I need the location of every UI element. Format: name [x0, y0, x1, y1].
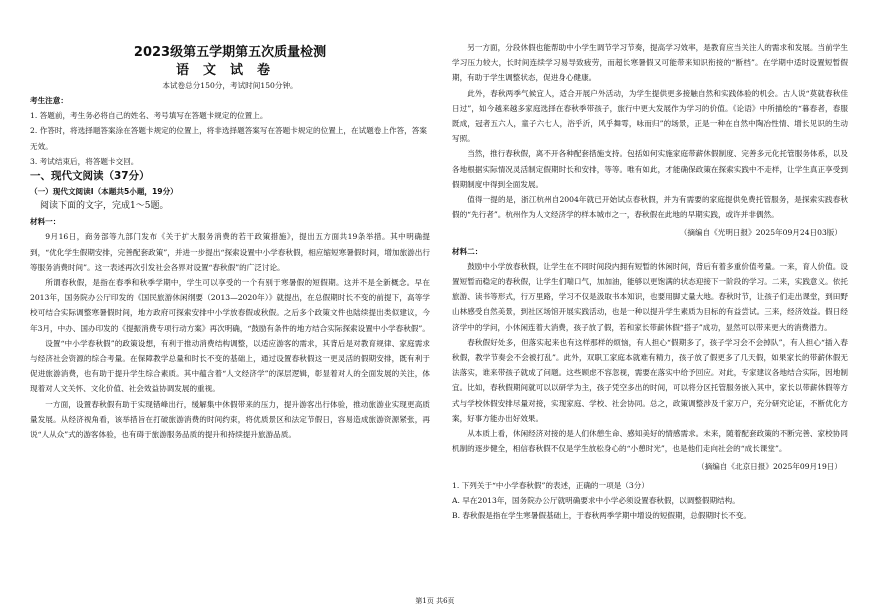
note-item: 1. 答题前，考生务必将自己的姓名、考号填写在答题卡规定的位置上。 [30, 111, 268, 121]
paragraph: 鼓励中小学放春秋假，让学生在不同时间段内拥有短暂的休闲时间，背后有着多重价值考量。一来，育人价值。设置短暂而稳定的春秋假，让学生们喘口气，加加油，能够以更饱满的状态迎接下一阶段的学习。二来，实践意义。依托旅游、读书等形式，行万里路，学习不仅是汲取书本知识，也要用脚丈量大地。春秋时节，让孩子们走出课堂，到田野山林感受自然美景，到社区场馆开展实践活动，也是一种以提升学生素质为目标的有益尝试。三来，经济效益。假日经济学中的学问，小休闲连着大消费，孩子放了假，若和家长带薪休假“搭子”成功，显然可以带来更大的消费潜力。 [452, 261, 848, 332]
note-item: 2. 作答时，将选择题答案涂在答题卡规定的位置上，将非选择题答案写在答题卡规定的位置上，在试题卷上作答，答案无效。 [30, 126, 427, 151]
source-citation: （摘编自《光明日报》2025年09月24日03版） [679, 228, 842, 238]
paragraph: 此外，春秋两季气候宜人，适合开展户外活动，为学生提供更多接触自然和实践体验的机会。古人说“莫就春秋佳日过”，如今越来越多家庭选择在春秋季带孩子，旅行中更大发展作为学习的价值。《论语》中所描绘的“暮春者，春服既成，冠者五六人，童子六七人，浴乎沂，风乎舞雩，咏而归”的场景，正是一种在自然中陶冶性情、增长见识的生动写照。 [452, 88, 848, 144]
paragraph: 值得一提的是，浙江杭州自2004年就已开始试点春秋假，并为有需要的家庭提供免费托管服务，是探索实践春秋假的“先行者”。杭州作为人文经济学的样本城市之一，春秋假在此地的早期实践，或许并非偶然。 [452, 195, 848, 220]
left-column [30, 40, 430, 442]
question-option: A. 早在2013年，国务院办公厅就明确要求中小学必须设置春秋假，以调整假期结构。 [452, 495, 740, 505]
page-footer: 第1页 共6页 [415, 597, 455, 605]
material-label: 材料一： [30, 217, 61, 227]
source-citation: （摘编自《北京日报》2025年09月19日） [697, 462, 842, 472]
exam-title: 2023级第五学期第五次质量检测 [133, 45, 327, 60]
paragraph: 从本质上看，休闲经济对接的是人们休憩生命、感知美好的情感需求。未来，随着配套政策的不断完善、家校协同机制的逐步健全，相信春秋假不仅是学生放松身心的“小憩时光”，也是他们走向社会的“成长课堂”。 [452, 429, 848, 454]
paragraph: 当然，推行春秋假，离不开各种配套措施支持。包括如何实施家庭带薪休假制度、完善多元化托管服务体系，以及各地根据实际情况灵活制定假期时长和安排，等等。唯有如此，才能确保政策在探索实践中不走样，让学生真正享受到假期制度中得到全面发展。 [452, 149, 848, 189]
section-heading: 一、现代文阅读（37分） [30, 170, 150, 183]
note-item: 3. 考试结束后，将答题卡交回。 [30, 156, 139, 166]
paragraph: 9月16日，商务部等九部门发布《关于扩大服务消费的若干政策措施》，提出五方面共19条举措。其中明确提到，“优化学生假期安排，完善配套政策”，并进一步提出“探索设置中小学春秋假，相应缩短寒暑假时间，增加旅游出行等服务消费时间”。这一表述再次引发社会各界对设置“春秋假”的广泛讨论。 [30, 232, 430, 272]
question-option: B. 春秋假是指在学生寒暑假基础上，于春秋两季学期中增设的短假期，总假期时长不变。 [452, 511, 751, 521]
material-label: 材料二： [452, 246, 483, 256]
exam-subtitle: 语文试卷 [175, 63, 284, 78]
right-column [452, 40, 848, 523]
notes-heading: 考生注意： [30, 96, 68, 105]
reading-instruction: 阅读下面的文字，完成1～5题。 [40, 201, 169, 212]
score-line: 本试卷总分150分，考试时间150分钟。 [162, 81, 298, 90]
paragraph: 一方面，设置春秋假有助于实现错峰出行，缓解集中休假带来的压力，提升游客出行体验，推动旅游业实现更高质量发展。从经济视角看，该举措旨在打破旅游消费的时间约束，将优质景区和法定节假日，容易造成旅游资源紧张，再说“人从众”式的游客体验，也有碍于旅游服务品质的提升和持续提升旅游品质。 [30, 399, 430, 440]
paragraph: 另一方面，分段休假也能帮助中小学生调节学习节奏，提高学习效率，是教育应当关注人的需求和发展。当前学生学习压力较大，长时间连续学习易导致疲劳，而超长寒暑假又可能带来知识衔接的“断档”。在学期中适时设置短暂假期，有助于学生调整状态，促进身心健康。 [452, 43, 848, 83]
paragraph: 春秋假好处多，但落实起来也有这样那样的烦恼，有人担心“假期多了，孩子学习会不会掉队”，有人担心“插入春秋假，教学节奏会不会被打乱”。此外，双职工家庭本就难有精力，孩子放了假更多了几天假，如果家长的带薪休假无法落实，谁来带孩子就成了问题。这些顾虑不容忽视，需要在落实中给予回应。对此，专家建议各地结合实际，因地制宜。比如，春秋假期间就可以以研学为主，孩子凭空多出的时间，可以将分区托管服务嵌入其中，家长以带薪休假等方式与学校休假安排尽量对接，实现家庭、学校、社会协同。总之，政策调整涉及千家万户，充分研究论证，不断优化方案，好事方能办出好效果。 [452, 337, 848, 423]
sub-section-heading: （一）现代文阅读Ⅰ（本题共5小题，19分） [30, 187, 178, 197]
paragraph: 所谓春秋假，是指在春季和秋季学期中，学生可以享受的一个有别于寒暑假的短假期。这并不是全新概念。早在2013年，国务院办公厅印发的《国民旅游休闲纲要（2013—2020年）》就提出，在总假期时长不变的前提下，高等学校可结合实际调整寒暑假时间，地方政府可探索安排中小学放春假或秋假。之后多个政策文件也陆续提出类似建议，今年3月，中办、国办印发的《提振消费专项行动方案》再次明确，“鼓励有条件的地方结合实际探索设置中小学春秋假”。 [30, 278, 430, 333]
question-stem: 1. 下列关于“中小学春秋假”的表述，正确的一项是（3分） [452, 480, 649, 490]
paragraph: 设置“中小学春秋假”的政策设想，有利于推动消费结构调整，以适应游客的需求，其背后是对教育规律、家庭需求与经济社会资源的综合考量。在保障教学总量和时长不变的基础上，通过设置春秋假这一更灵活的假期安排，既有利于促进旅游消费，也有助于提升学生综合素质。其中蕴含着“人文经济学”的深层逻辑，彰显着对人的全面发展的关注，体现着对人文关怀、文化价值、社会效益协调发展的重视。 [30, 338, 430, 394]
